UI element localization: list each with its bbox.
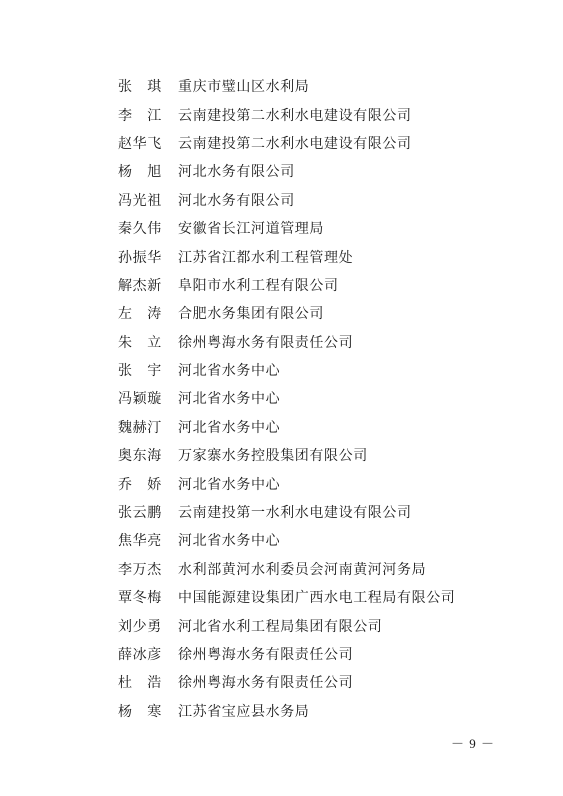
organization-name: 江苏省江都水利工程管理处 — [178, 249, 354, 266]
list-item — [118, 72, 455, 100]
organization-name: 河北省水务中心 — [178, 419, 281, 436]
organization-name: 徐州粤海水务有限责任公司 — [178, 334, 354, 351]
person-name: 奥东海 — [118, 448, 162, 465]
list-item — [118, 157, 455, 185]
person-name: 杨 寒 — [118, 703, 162, 720]
list-item — [118, 583, 455, 611]
person-name: 覃冬梅 — [118, 590, 162, 607]
list-item — [118, 413, 455, 441]
person-name: 冯光祖 — [118, 192, 162, 209]
organization-name: 河北省水务中心 — [178, 391, 281, 408]
person-name: 解杰新 — [118, 277, 162, 294]
list-item — [118, 129, 455, 157]
list-item — [118, 668, 455, 696]
person-name: 张云鹏 — [118, 505, 162, 522]
list-item — [118, 697, 455, 725]
organization-name: 合肥水务集团有限公司 — [178, 306, 324, 323]
organization-name: 水利部黄河水利委员会河南黄河河务局 — [178, 561, 427, 578]
person-name: 秦久伟 — [118, 221, 162, 238]
organization-name: 河北省水务中心 — [178, 476, 281, 493]
person-name: 赵华飞 — [118, 135, 162, 152]
organization-name: 万家寨水务控股集团有限公司 — [178, 448, 368, 465]
person-name: 杜 浩 — [118, 675, 162, 692]
list-item — [118, 271, 455, 299]
list-item — [118, 555, 455, 583]
person-name: 杨 旭 — [118, 164, 162, 181]
person-name: 刘少勇 — [118, 618, 162, 635]
personnel-list — [118, 72, 455, 725]
list-item — [118, 384, 455, 412]
organization-name: 安徽省长江河道管理局 — [178, 221, 324, 238]
list-item — [118, 242, 455, 270]
organization-name: 徐州粤海水务有限责任公司 — [178, 647, 354, 663]
list-item — [118, 526, 455, 554]
list-item — [118, 186, 455, 214]
organization-name: 河北水务有限公司 — [178, 164, 295, 181]
person-name: 魏赫汀 — [118, 419, 162, 436]
person-name: 乔 娇 — [118, 476, 162, 493]
person-name: 薛冰彦 — [118, 647, 162, 663]
list-item — [118, 498, 455, 526]
organization-name: 河北省水务中心 — [178, 363, 281, 380]
person-name: 李万杰 — [118, 561, 162, 578]
organization-name: 徐州粤海水务有限责任公司 — [178, 675, 354, 692]
list-item — [118, 469, 455, 497]
person-name: 左 涛 — [118, 306, 162, 323]
list-item — [118, 441, 455, 469]
list-item — [118, 100, 455, 128]
page-number: － 9 － — [451, 736, 496, 751]
list-item — [118, 328, 455, 356]
organization-name: 云南建投第二水利水电建设有限公司 — [178, 107, 412, 124]
person-name: 朱 立 — [118, 334, 162, 351]
list-item — [118, 299, 455, 327]
list-item — [118, 356, 455, 384]
organization-name: 云南建投第二水利水电建设有限公司 — [178, 135, 412, 152]
organization-name: 云南建投第一水利水电建设有限公司 — [178, 505, 412, 522]
person-name: 冯颖璇 — [118, 391, 162, 408]
list-item — [118, 214, 455, 242]
organization-name: 江苏省宝应县水务局 — [178, 703, 310, 720]
person-name: 张 宇 — [118, 363, 162, 380]
person-name: 张 琪 — [118, 79, 162, 96]
list-item — [118, 640, 455, 668]
organization-name: 阜阳市水利工程有限公司 — [178, 277, 339, 294]
organization-name: 河北省水利工程局集团有限公司 — [178, 618, 383, 635]
person-name: 李 江 — [118, 107, 162, 124]
person-name: 孙振华 — [118, 249, 162, 266]
organization-name: 中国能源建设集团广西水电工程局有限公司 — [178, 590, 456, 607]
organization-name: 河北水务有限公司 — [178, 192, 295, 209]
person-name: 焦华亮 — [118, 533, 162, 550]
organization-name: 重庆市璧山区水利局 — [178, 79, 310, 96]
list-item — [118, 611, 455, 639]
organization-name: 河北省水务中心 — [178, 533, 281, 550]
